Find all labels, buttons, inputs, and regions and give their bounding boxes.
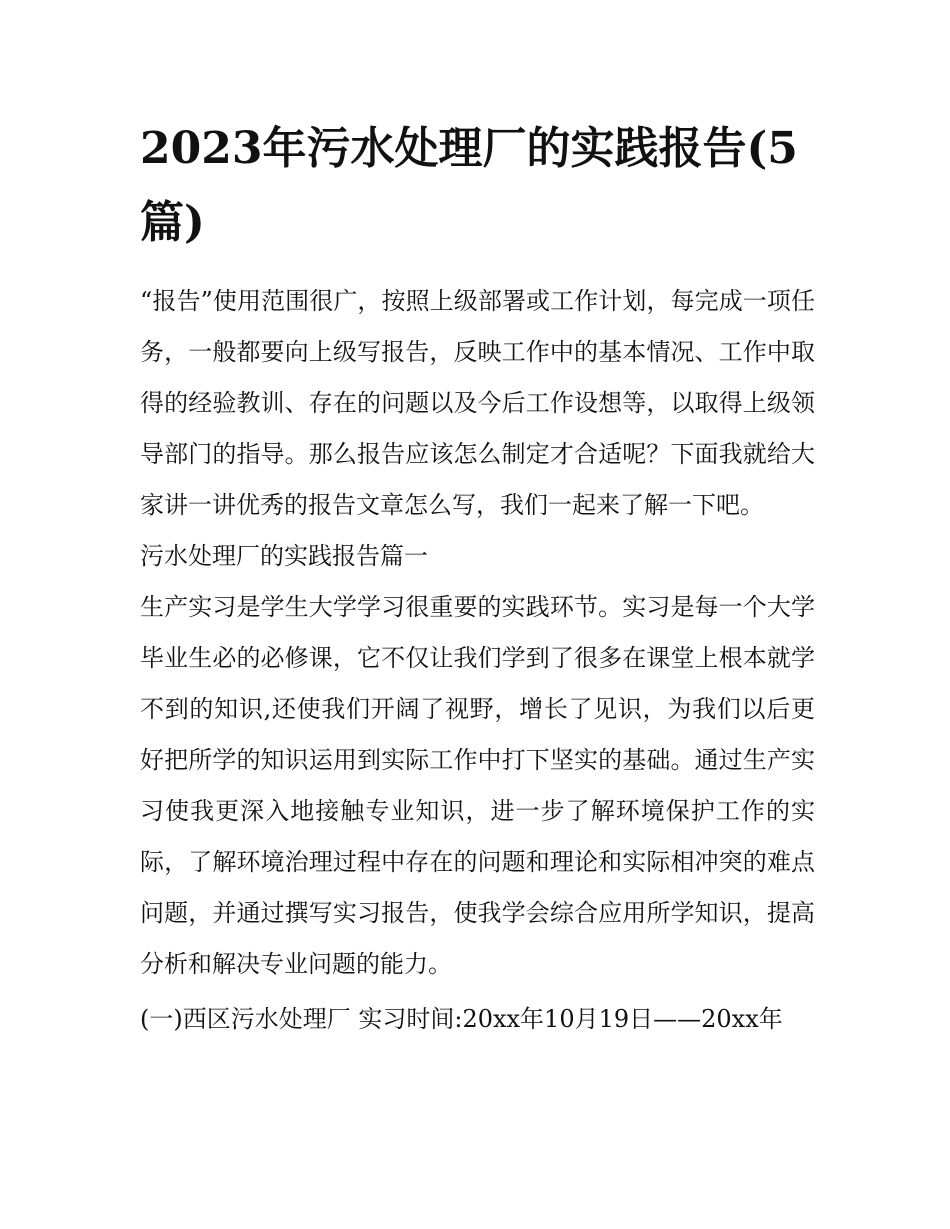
- body-paragraph: 生产实习是学生大学学习很重要的实践环节。实习是每一个大学毕业生必的必修课，它不仅让我们学到了很多在课堂上根本就学不到的知识,还使我们开阔了视野，增长了见识，为我们以后更好把所学的知识运用到实际工作中打下坚实的基础。通过生产实习使我更深入地接触专业知识，进一步了解环境保护工作的实际，了解环境治理过程中存在的问题和理论和实际相冲突的难点问题，并通过撰写实习报告，使我学会综合应用所学知识，提高分析和解决专业问题的能力。: [140, 593, 815, 978]
- intro-paragraph: “报告”使用范围很广，按照上级部署或工作计划，每完成一项任务，一般都要向上级写报告，反映工作中的基本情况、工作中取得的经验教训、存在的问题以及今后工作设想等，以取得上级领导部门的指导。那么报告应该怎么制定才合适呢？下面我就给大家讲一讲优秀的报告文章怎么写，我们一起来了解一下吧。: [140, 287, 815, 519]
- section-heading: 污水处理厂的实践报告篇一: [140, 542, 428, 570]
- document-title: 2023年污水处理厂的实践报告(5篇): [140, 123, 798, 248]
- document-page: [140, 112, 815, 1045]
- last-line: (一)西区污水处理厂 实习时间:20xx年10月19日——20xx年: [140, 1005, 783, 1033]
